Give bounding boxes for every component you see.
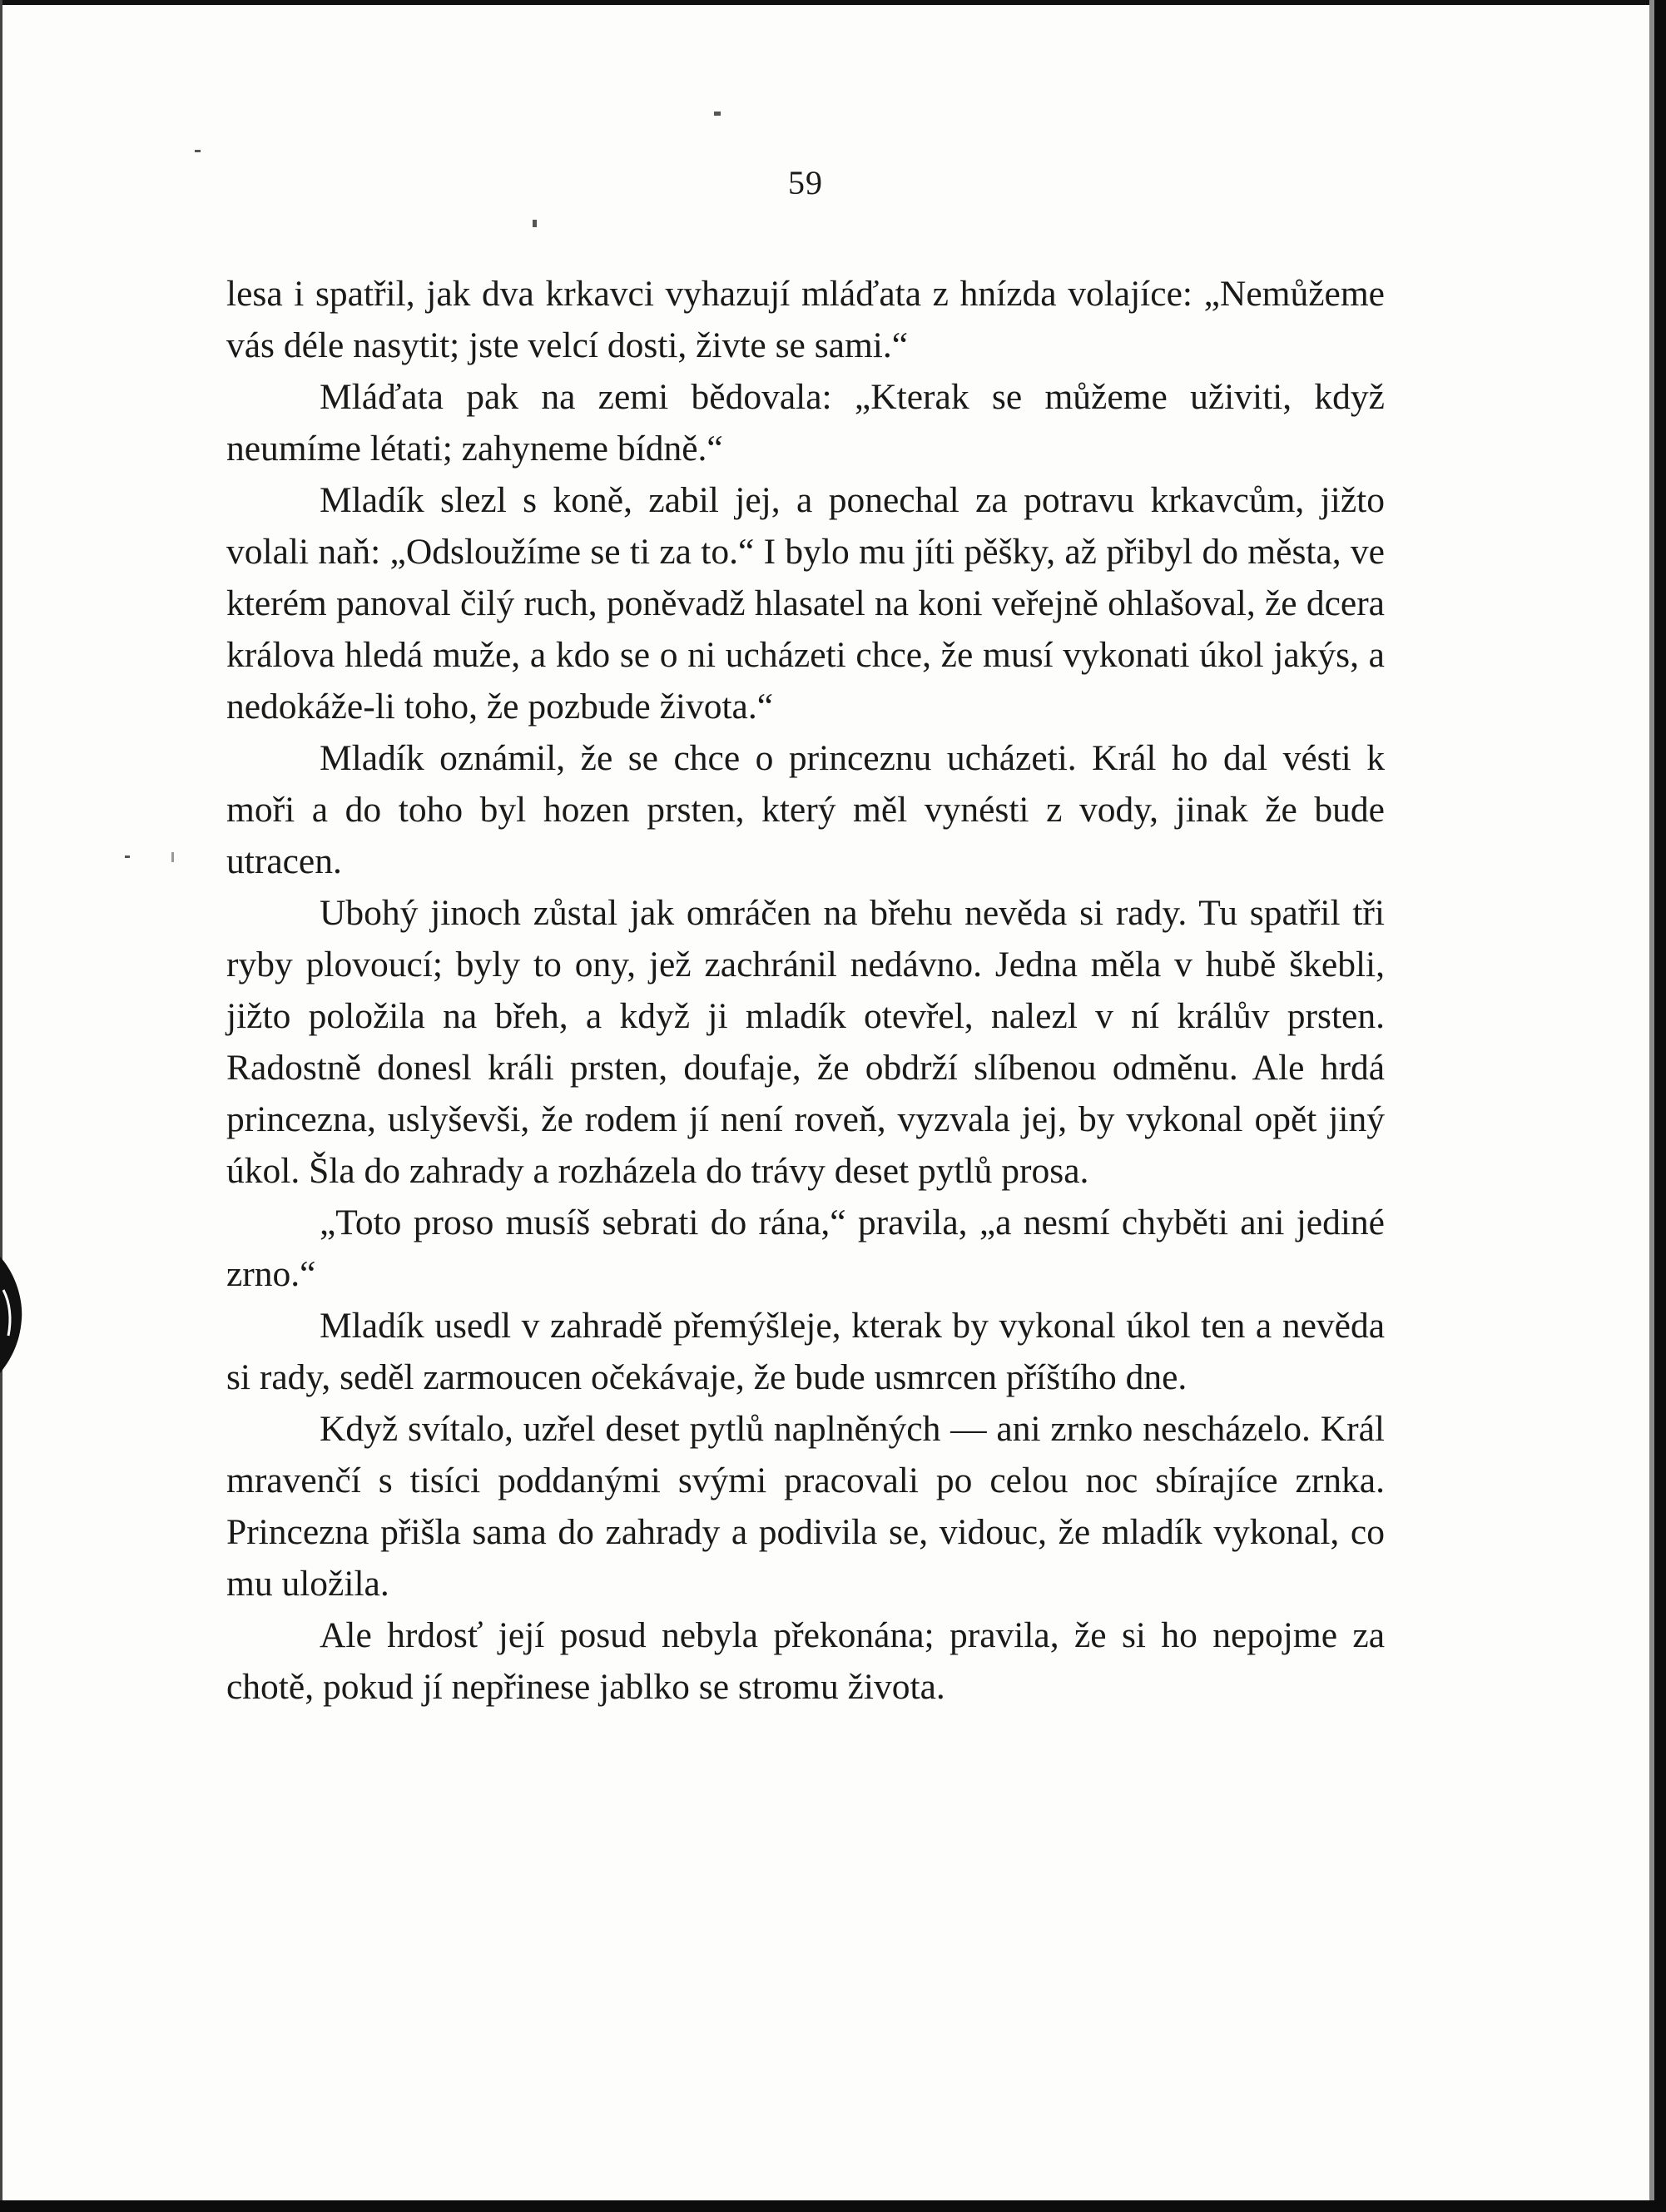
page-number: 59 (788, 164, 823, 201)
binding-mark (0, 1240, 33, 1381)
scan-speck (171, 852, 174, 862)
scan-speck (125, 856, 130, 858)
paragraph: lesa i spatřil, jak dva krkavci vyhazují mláďata z hnízda volajíce: „Nemůžeme vás déle nasytit; jste velcí dosti, živte se sami.“ (226, 274, 1385, 365)
scan-border-left (0, 0, 2, 2212)
scan-border-top (0, 0, 1666, 5)
paragraph: Ubohý jinoch zůstal jak omráčen na břehu nevěda si rady. Tu spatřil tři ryby plovoucí; byly to ony, jež zachránil nedávno. Jedna měla v hubě škebli, jižto položila na břeh, a když ji mladík otevřel, nalezl v ní králův prsten. Radostně donesl králi prsten, doufaje, že obdrží slíbenou odměnu. Ale hrdá princezna, uslyševši, že rodem jí není roveň, vyzvala jej, by vykonal opět jiný úkol. Šla do zahrady a rozházela do trávy deset pytlů prosa. (226, 893, 1385, 1191)
paragraph: Mladík usedl v zahradě přemýšleje, kterak by vykonal úkol ten a nevěda si rady, seděl zarmoucen očekávaje, že bude usmrcen příštího dne. (226, 1306, 1385, 1397)
paragraph: Ale hrdosť její posud nebyla překonána; pravila, že si ho nepojme za chotě, pokud jí nepřinese jablko se stromu života. (226, 1615, 1385, 1707)
paragraph: Mláďata pak na zemi bědovala: „Kterak se můžeme uživiti, když neumíme létati; zahyneme bídně.“ (226, 377, 1385, 469)
paragraph: Mladík oznámil, že se chce o princeznu ucházeti. Král ho dal vésti k moři a do toho byl hozen prsten, který měl vynésti z vody, jinak že bude utracen. (226, 738, 1385, 881)
scan-border-right (1654, 0, 1666, 2212)
scan-speck (714, 112, 721, 116)
paragraph: Když svítalo, uzřel deset pytlů naplněných — ani zrnko nescházelo. Král mravenčí s tisíci poddanými svými pracovali po celou noc sbírajíce zrnka. Princezna přišla sama do zahrady a podivila se, vidouc, že mladík vykonal, co mu uložila. (226, 1409, 1385, 1604)
paragraph: „Toto proso musíš sebrati do rána,“ pravila, „a nesmí chyběti ani jediné zrno.“ (226, 1203, 1385, 1294)
scan-border-bottom (0, 2200, 1666, 2212)
body-text (226, 268, 1385, 1713)
scan-speck (533, 220, 537, 227)
paragraph: Mladík slezl s koně, zabil jej, a ponechal za potravu krkavcům, jižto volali naň: „Odsloužíme se ti za to.“ I bylo mu jíti pěšky, až přibyl do města, ve kterém panoval čilý ruch, poněvadž hlasatel na koni veřejně ohlašoval, že dcera králova hledá muže, a kdo se o ni ucházeti chce, že musí vykonati úkol jakýs, a nedokáže-li toho, že pozbude života.“ (226, 480, 1385, 727)
scan-speck (195, 150, 201, 152)
